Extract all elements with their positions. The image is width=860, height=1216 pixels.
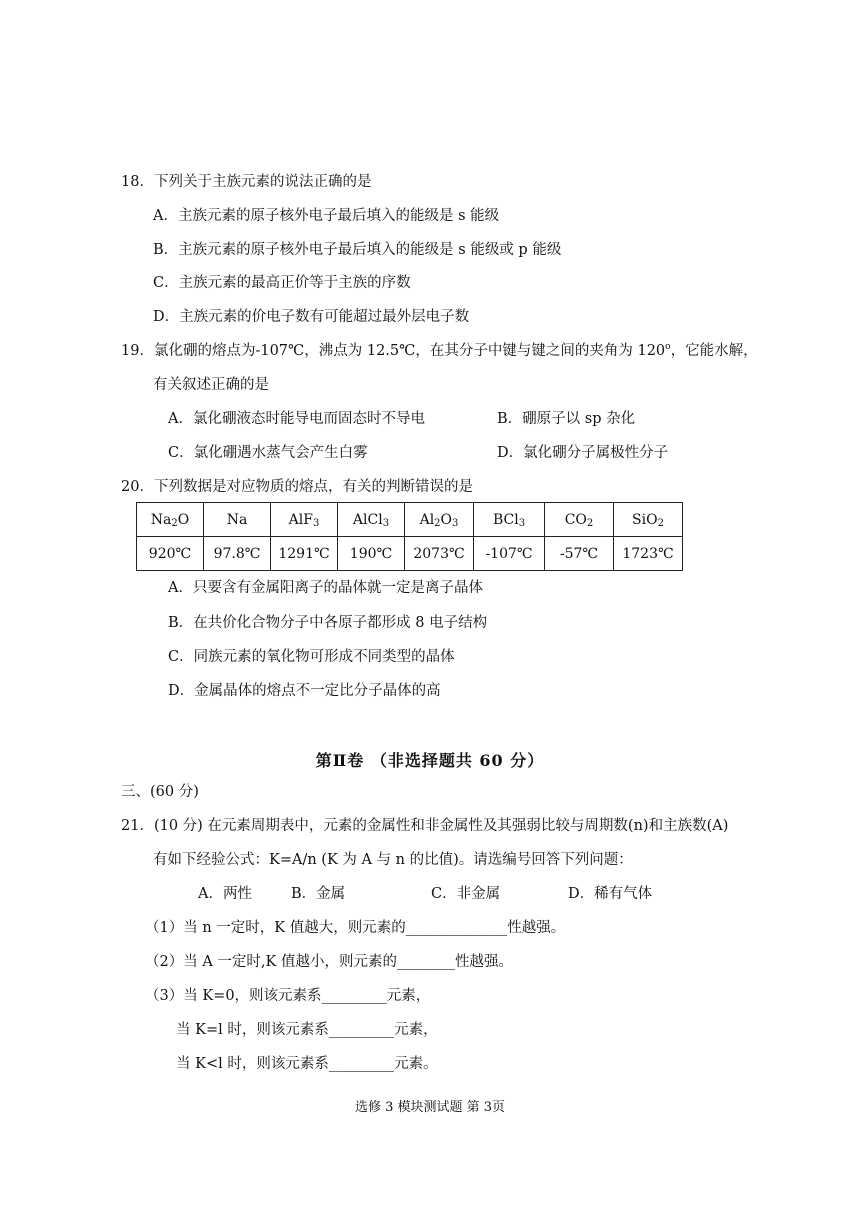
substance-cell: $CO_2$ — [545, 503, 614, 537]
q21-part-3a: （3）当 K=0，则该元素系_________元素， — [145, 988, 431, 1004]
q21-choice-a: A．两性 — [198, 886, 252, 902]
q19-stem-part-b: ，它能水解， — [670, 343, 758, 359]
q20-stem: 20．下列数据是对应物质的熔点，有关的判断错误的是 — [121, 479, 473, 495]
melting-point-cell: 920℃ — [137, 537, 204, 571]
degree-sup: o — [665, 342, 671, 352]
q18-stem: 18．下列关于主族元素的说法正确的是 — [121, 174, 372, 190]
melting-point-cell: 190℃ — [338, 537, 405, 571]
q21-choice-c: C．非金属 — [431, 886, 501, 902]
q21-part-2: （2）当 A 一定时,K 值越小，则元素的________性越强。 — [145, 954, 513, 970]
melting-point-row — [137, 537, 683, 571]
melting-point-cell: 1723℃ — [614, 537, 683, 571]
q21-part-3b: 当 K=l 时，则该元素系_________元素， — [176, 1022, 438, 1038]
q20-option-b: B．在共价化合物分子中各原子都形成 8 电子结构 — [168, 615, 488, 631]
melting-point-cell: 97.8℃ — [204, 537, 271, 571]
substance-cell: $Al_2O_3$ — [405, 503, 474, 537]
melting-point-cell: -57℃ — [545, 537, 614, 571]
substance-row — [137, 503, 683, 537]
q21-part-3c: 当 K<l 时，则该元素系_________元素。 — [176, 1056, 438, 1072]
substance-cell: AlCl$_3$ — [338, 503, 405, 537]
q19-stem-part-a: 19．氯化硼的熔点为-107℃，沸点为 12.5℃，在其分子中键与键之间的夹角为 120 — [121, 343, 666, 359]
melting-point-table — [136, 502, 683, 571]
section-title: 第Ⅱ卷 （非选择题共 60 分） — [315, 751, 545, 770]
page-footer: 选修 3 模块测试题 第 3页 — [354, 1100, 506, 1115]
q21-part-1: （1）当 n 一定时，K 值越大，则元素的______________性越强。 — [145, 920, 566, 936]
substance-cell: BCl$_3$ — [474, 503, 545, 537]
q19-stem-continued: 有关叙述正确的是 — [153, 377, 269, 393]
q19-option-b: B．硼原子以 sp 杂化 — [497, 411, 636, 427]
substance-cell: Na — [204, 503, 271, 537]
melting-point-cell: 1291℃ — [271, 537, 338, 571]
q21-stem: 21．(10 分) 在元素周期表中，元素的金属性和非金属性及其强弱比较与周期数(n)和主族数(A) — [121, 818, 729, 834]
q20-option-a: A．只要含有金属阳离子的晶体就一定是离子晶体 — [168, 580, 483, 596]
q19-option-c: C．氯化硼遇水蒸气会产生白雾 — [168, 445, 368, 461]
substance-cell: SiO$_2$ — [614, 503, 683, 537]
q20-option-d: D．金属晶体的熔点不一定比分子晶体的高 — [168, 683, 441, 699]
q18-option-c: C．主族元素的最高正价等于主族的序数 — [153, 275, 411, 291]
q21-stem-continued: 有如下经验公式：K=A/n (K 为 A 与 n 的比值)。请选编号回答下列问题： — [153, 852, 633, 868]
substance-cell: AlF$_3$ — [271, 503, 338, 537]
q20-option-c: C．同族元素的氧化物可形成不同类型的晶体 — [168, 649, 455, 665]
section-three-heading: 三、(60 分) — [121, 784, 199, 800]
q18-option-d: D．主族元素的价电子数有可能超过最外层电子数 — [153, 309, 470, 325]
q18-option-a: A．主族元素的原子核外电子最后填入的能级是 s 能级 — [153, 208, 500, 224]
q19-option-d: D．氯化硼分子属极性分子 — [497, 445, 669, 461]
q21-choice-b: B．金属 — [291, 886, 346, 902]
q21-choice-d: D．稀有气体 — [568, 886, 653, 902]
q19-option-a: A．氯化硼液态时能导电而固态时不导电 — [168, 411, 425, 427]
q18-option-b: B．主族元素的原子核外电子最后填入的能级是 s 能级或 p 能级 — [153, 242, 562, 258]
q19-stem — [121, 341, 758, 361]
melting-point-cell: 2073℃ — [405, 537, 474, 571]
substance-cell: $Na_2O$ — [137, 503, 204, 537]
melting-point-cell: -107℃ — [474, 537, 545, 571]
